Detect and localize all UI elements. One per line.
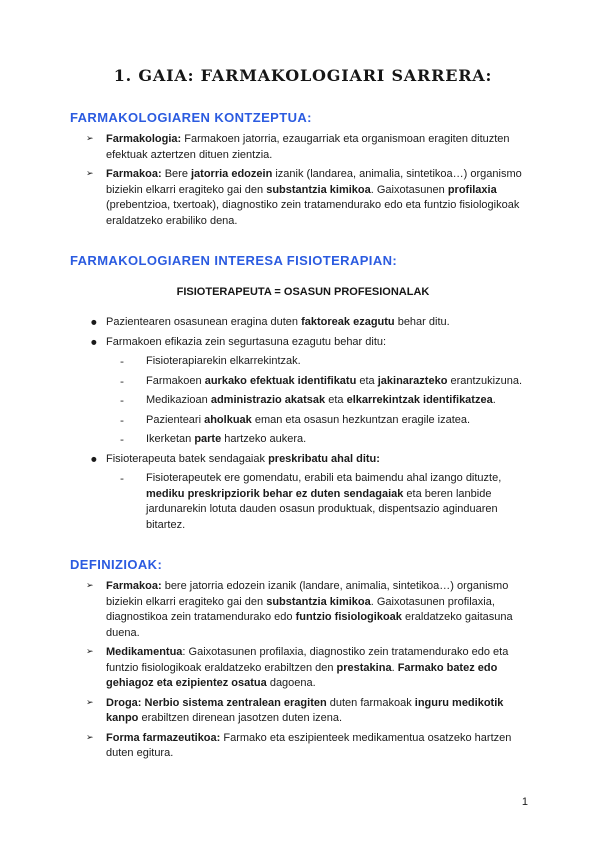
disc-bullet-icon: ● bbox=[91, 454, 97, 463]
arrow-bullet-icon: ➢ bbox=[86, 732, 94, 743]
list-item bbox=[86, 132, 536, 163]
arrow-bullet-icon: ➢ bbox=[86, 581, 94, 591]
disc-bullet-icon: ● bbox=[91, 318, 97, 326]
list-item-text: Fisioterapeutek ere gomendatu, erabili eta baimendu ahal izango dituzte, mediku preskripziorik behar ez duten sendagaiak eta beren lanbide jardunarekin lotuta dauden osasun produktuak, dispentsazio aginduaren bitartez. bbox=[146, 472, 502, 531]
document-body bbox=[70, 110, 536, 762]
list-item bbox=[120, 354, 536, 370]
list-item-text: Ikerketan parte hartzeko aukera. bbox=[146, 433, 307, 445]
list-item bbox=[91, 452, 536, 468]
document-section bbox=[70, 253, 536, 533]
list-item-text: Farmakoa: Bere jatorria edozein izanik (landarea, animalia, sintetikoa…) organismo biziekin elkarri eragiteko gai den substantzia kimikoa. Gaixotasunen profilaxia (prebentzioa, txertoak), diagnostiko zein tratamendurako edo eta funtzio fisiologikoak eraldatzeko erabiliko dena. bbox=[106, 168, 522, 227]
list-item bbox=[86, 696, 536, 727]
page-number: 1 bbox=[521, 796, 528, 808]
arrow-bullet-icon: ➢ bbox=[86, 169, 94, 179]
document-title: 1. GAIA: FARMAKOLOGIARI SARRERA: bbox=[113, 66, 493, 85]
list-item bbox=[120, 471, 536, 533]
list-item-text: Droga: Nerbio sistema zentralean eragiten duten farmakoak inguru medikotik kanpo erabiltzen direnean jasotzen duten izena. bbox=[106, 696, 504, 724]
dash-bullet-icon: - bbox=[120, 394, 124, 407]
list-item-text: Medikamentua: Gaixotasunen profilaxia, diagnostiko zein tratamendurako edo eta funtzio fisiologikoak eraldatzeko erabiltzen den prestakina. Farmako batez edo gehiagoz eta ezipientez osatua dagoena. bbox=[106, 646, 509, 689]
document-section bbox=[70, 110, 536, 229]
section-heading: FARMAKOLOGIAREN INTERESA FISIOTERAPIAN: bbox=[70, 253, 398, 268]
arrow-bullet-icon: ➢ bbox=[86, 647, 94, 657]
list-item-text: Pazienteari aholkuak eman eta osasun hezkuntzan eragile izatea. bbox=[146, 413, 471, 426]
section-subtitle: FISIOTERAPEUTA = OSASUN PROFESIONALAK bbox=[176, 286, 430, 298]
arrow-bullet-icon: ➢ bbox=[86, 697, 94, 708]
dash-bullet-icon: - bbox=[120, 433, 124, 446]
list-item-text: Farmakoa: bere jatorria edozein izanik (landare, animalia, sintetikoa…) organismo biziekin elkarri eragiteko gai den substantzia kimikoa. Gaixotasunen profilaxia, diagnostikoa zein tratamendurako edo funtzio fisiologikoak eraldatzeko gaitasuna duena. bbox=[106, 580, 513, 639]
list-item-text: Pazientearen osasunean eragina duten faktoreak ezagutu behar ditu. bbox=[106, 316, 450, 328]
list-item bbox=[86, 645, 536, 692]
list-item-text: Fisioterapeuta batek sendagaiak preskribatu ahal ditu: bbox=[106, 452, 380, 465]
list-item bbox=[86, 731, 536, 762]
document-section bbox=[70, 557, 536, 762]
list-item-text: Forma farmazeutikoa: Farmako eta eszipienteek medikamentua osatzeko hartzen duten egitura. bbox=[106, 731, 512, 759]
list-item-text: Fisioterapiarekin elkarrekintzak. bbox=[146, 355, 301, 367]
dash-bullet-icon: - bbox=[120, 413, 124, 427]
list-item bbox=[120, 432, 536, 448]
dash-bullet-icon: - bbox=[120, 374, 124, 388]
arrow-bullet-icon: ➢ bbox=[86, 134, 94, 144]
dash-bullet-icon: - bbox=[120, 472, 124, 485]
list-item-text: Farmakoen efikazia zein segurtasuna ezagutu behar ditu: bbox=[106, 335, 387, 348]
list-item bbox=[91, 335, 536, 351]
list-item bbox=[120, 393, 536, 409]
list-item bbox=[86, 579, 536, 641]
list-item bbox=[120, 374, 536, 390]
list-item bbox=[120, 413, 536, 429]
list-item bbox=[86, 167, 536, 229]
list-item-text: Farmakoen aurkako efektuak identifikatu eta jakinarazteko erantzukizuna. bbox=[146, 374, 523, 387]
list-item-text: Medikazioan administrazio akatsak eta elkarrekintzak identifikatzea. bbox=[146, 394, 496, 406]
list-item-text: Farmakologia: Farmakoen jatorria, ezaugarriak eta organismoan eragiten dituzten efektuak aztertzen dituen zientzia. bbox=[106, 133, 510, 161]
list-item bbox=[91, 315, 536, 331]
section-heading: FARMAKOLOGIAREN KONTZEPTUA: bbox=[70, 110, 312, 125]
disc-bullet-icon: ● bbox=[91, 337, 97, 346]
section-heading: DEFINIZIOAK: bbox=[70, 557, 163, 572]
dash-bullet-icon: - bbox=[120, 355, 124, 368]
